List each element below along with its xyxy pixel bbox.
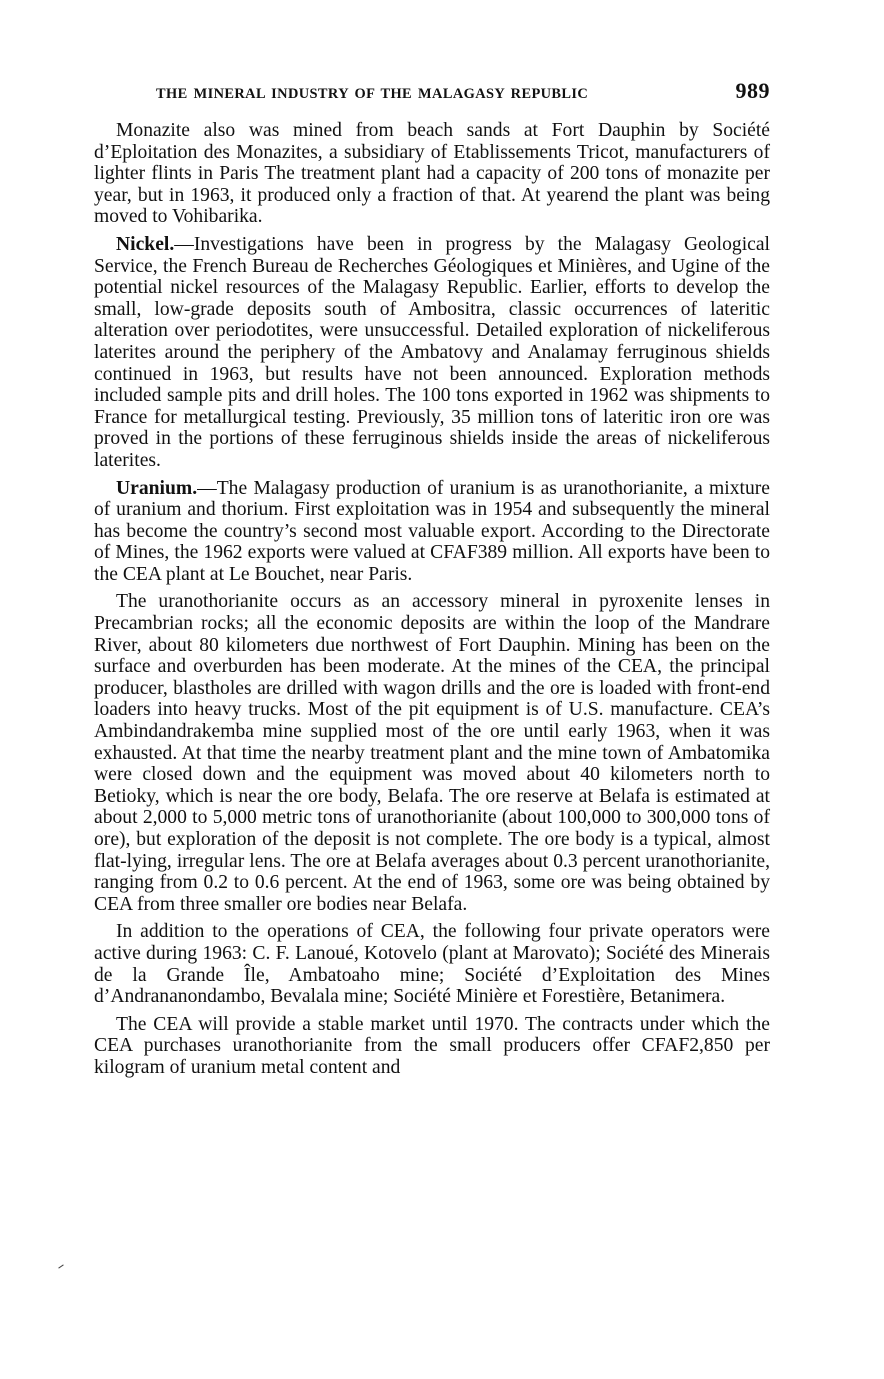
running-title: THE MINERAL INDUSTRY OF THE MALAGASY REPUBLIC: [156, 86, 589, 102]
paragraph-cea-market: [94, 1014, 770, 1079]
running-header: [92, 78, 770, 104]
stray-mark: [58, 1264, 63, 1268]
paragraph-uranium: [94, 478, 770, 586]
paragraph-text: —Investigations have been in progress by the Malagasy Geological Service, the French Bureau de Recherches Géologiques et Minières, and Ugine of the potential nickel resources of the Malagasy Republic. Earlier, efforts to develop the small, low-grade deposits south of Ambositra, classic occurrences of lateritic alteration over periodotites, were unsuccessful. Detailed exploration of nickeliferous laterites around the periphery of the Ambatovy and Analamay ferruginous shields continued in 1963, but results have not been announced. Exploration methods included sample pits and drill holes. The 100 tons exported in 1962 was shipments to France for metallurgical testing. Previously, 35 million tons of lateritic iron ore was proved in the portions of these ferruginous shields inside the areas of nickeliferous laterites.: [94, 233, 770, 471]
section-heading-nickel: Nickel.: [116, 233, 175, 255]
paragraph-nickel: [94, 234, 770, 472]
page-number: 989: [735, 78, 770, 103]
paragraph-text: In addition to the operations of CEA, the following four private operators were active during 1963: C. F. Lanoué, Kotovelo (plant at Marovato); Société des Minerais de la Grande Île, Ambatoaho mine; Société d’Exploitation des Mines d’Andrananondambo, Bevalala mine; Société Minière et Forestière, Betanimera.: [94, 921, 770, 1008]
paragraph-text: The uranothorianite occurs as an accessory mineral in pyroxenite lenses in Precambrian rocks; all the economic deposits are within the loop of the Mandrare River, about 80 kilometers due northwest of Fort Dauphin. Mining has been on the surface and overburden has been moderate. At the mines of the CEA, the principal producer, blastholes are drilled with wagon drills and the ore is loaded with front-end loaders into heavy trucks. Most of the pit equipment is of U.S. manufacture. CEA’s Ambindandrakemba mine supplied most of the ore until early 1963, when it was exhausted. At that time the nearby treatment plant and the mine town of Ambatomika were closed down and the equipment was moved about 40 kilometers north to Betioky, which is near the ore body, Belafa. The ore reserve at Belafa is estimated at about 2,000 to 5,000 metric tons of uranothorianite (about 100,000 to 300,000 tons of ore), but exploration of the deposit is not complete. The ore body is a typical, almost flat-lying, irregular lens. The ore at Belafa averages about 0.3 percent uranothorianite, ranging from 0.2 to 0.6 percent. At the end of 1963, some ore was being obtained by CEA from three smaller ore bodies near Belafa.: [94, 591, 770, 915]
paragraph-private-operators: [94, 921, 770, 1007]
paragraph-text: —The Malagasy production of uranium is as uranothorianite, a mixture of uranium and thorium. First exploitation was in 1954 and subsequently the mineral has become the country’s second most valuable export. According to the Directorate of Mines, the 1962 exports were valued at CFAF389 million. All exports have been to the CEA plant at Le Bouchet, near Paris.: [94, 477, 770, 585]
section-heading-uranium: Uranium.: [116, 477, 198, 499]
paragraph-uranothorianite: [94, 591, 770, 915]
body-text: [94, 120, 770, 1085]
paragraph-text: Monazite also was mined from beach sands at Fort Dauphin by Société d’Eploitation des Monazites, a subsidiary of Etablissements Tricot, manufacturers of lighter flints in Paris The treatment plant had a capacity of 200 tons of monazite per year, but in 1963, it produced only a fraction of that. At yearend the plant was being moved to Vohibarika.: [94, 120, 770, 228]
paragraph-text: The CEA will provide a stable market until 1970. The contracts under which the CEA purchases uranothorianite from the small producers offer CFAF2,850 per kilogram of uranium metal content and: [94, 1013, 770, 1078]
paragraph-monazite: [94, 120, 770, 228]
